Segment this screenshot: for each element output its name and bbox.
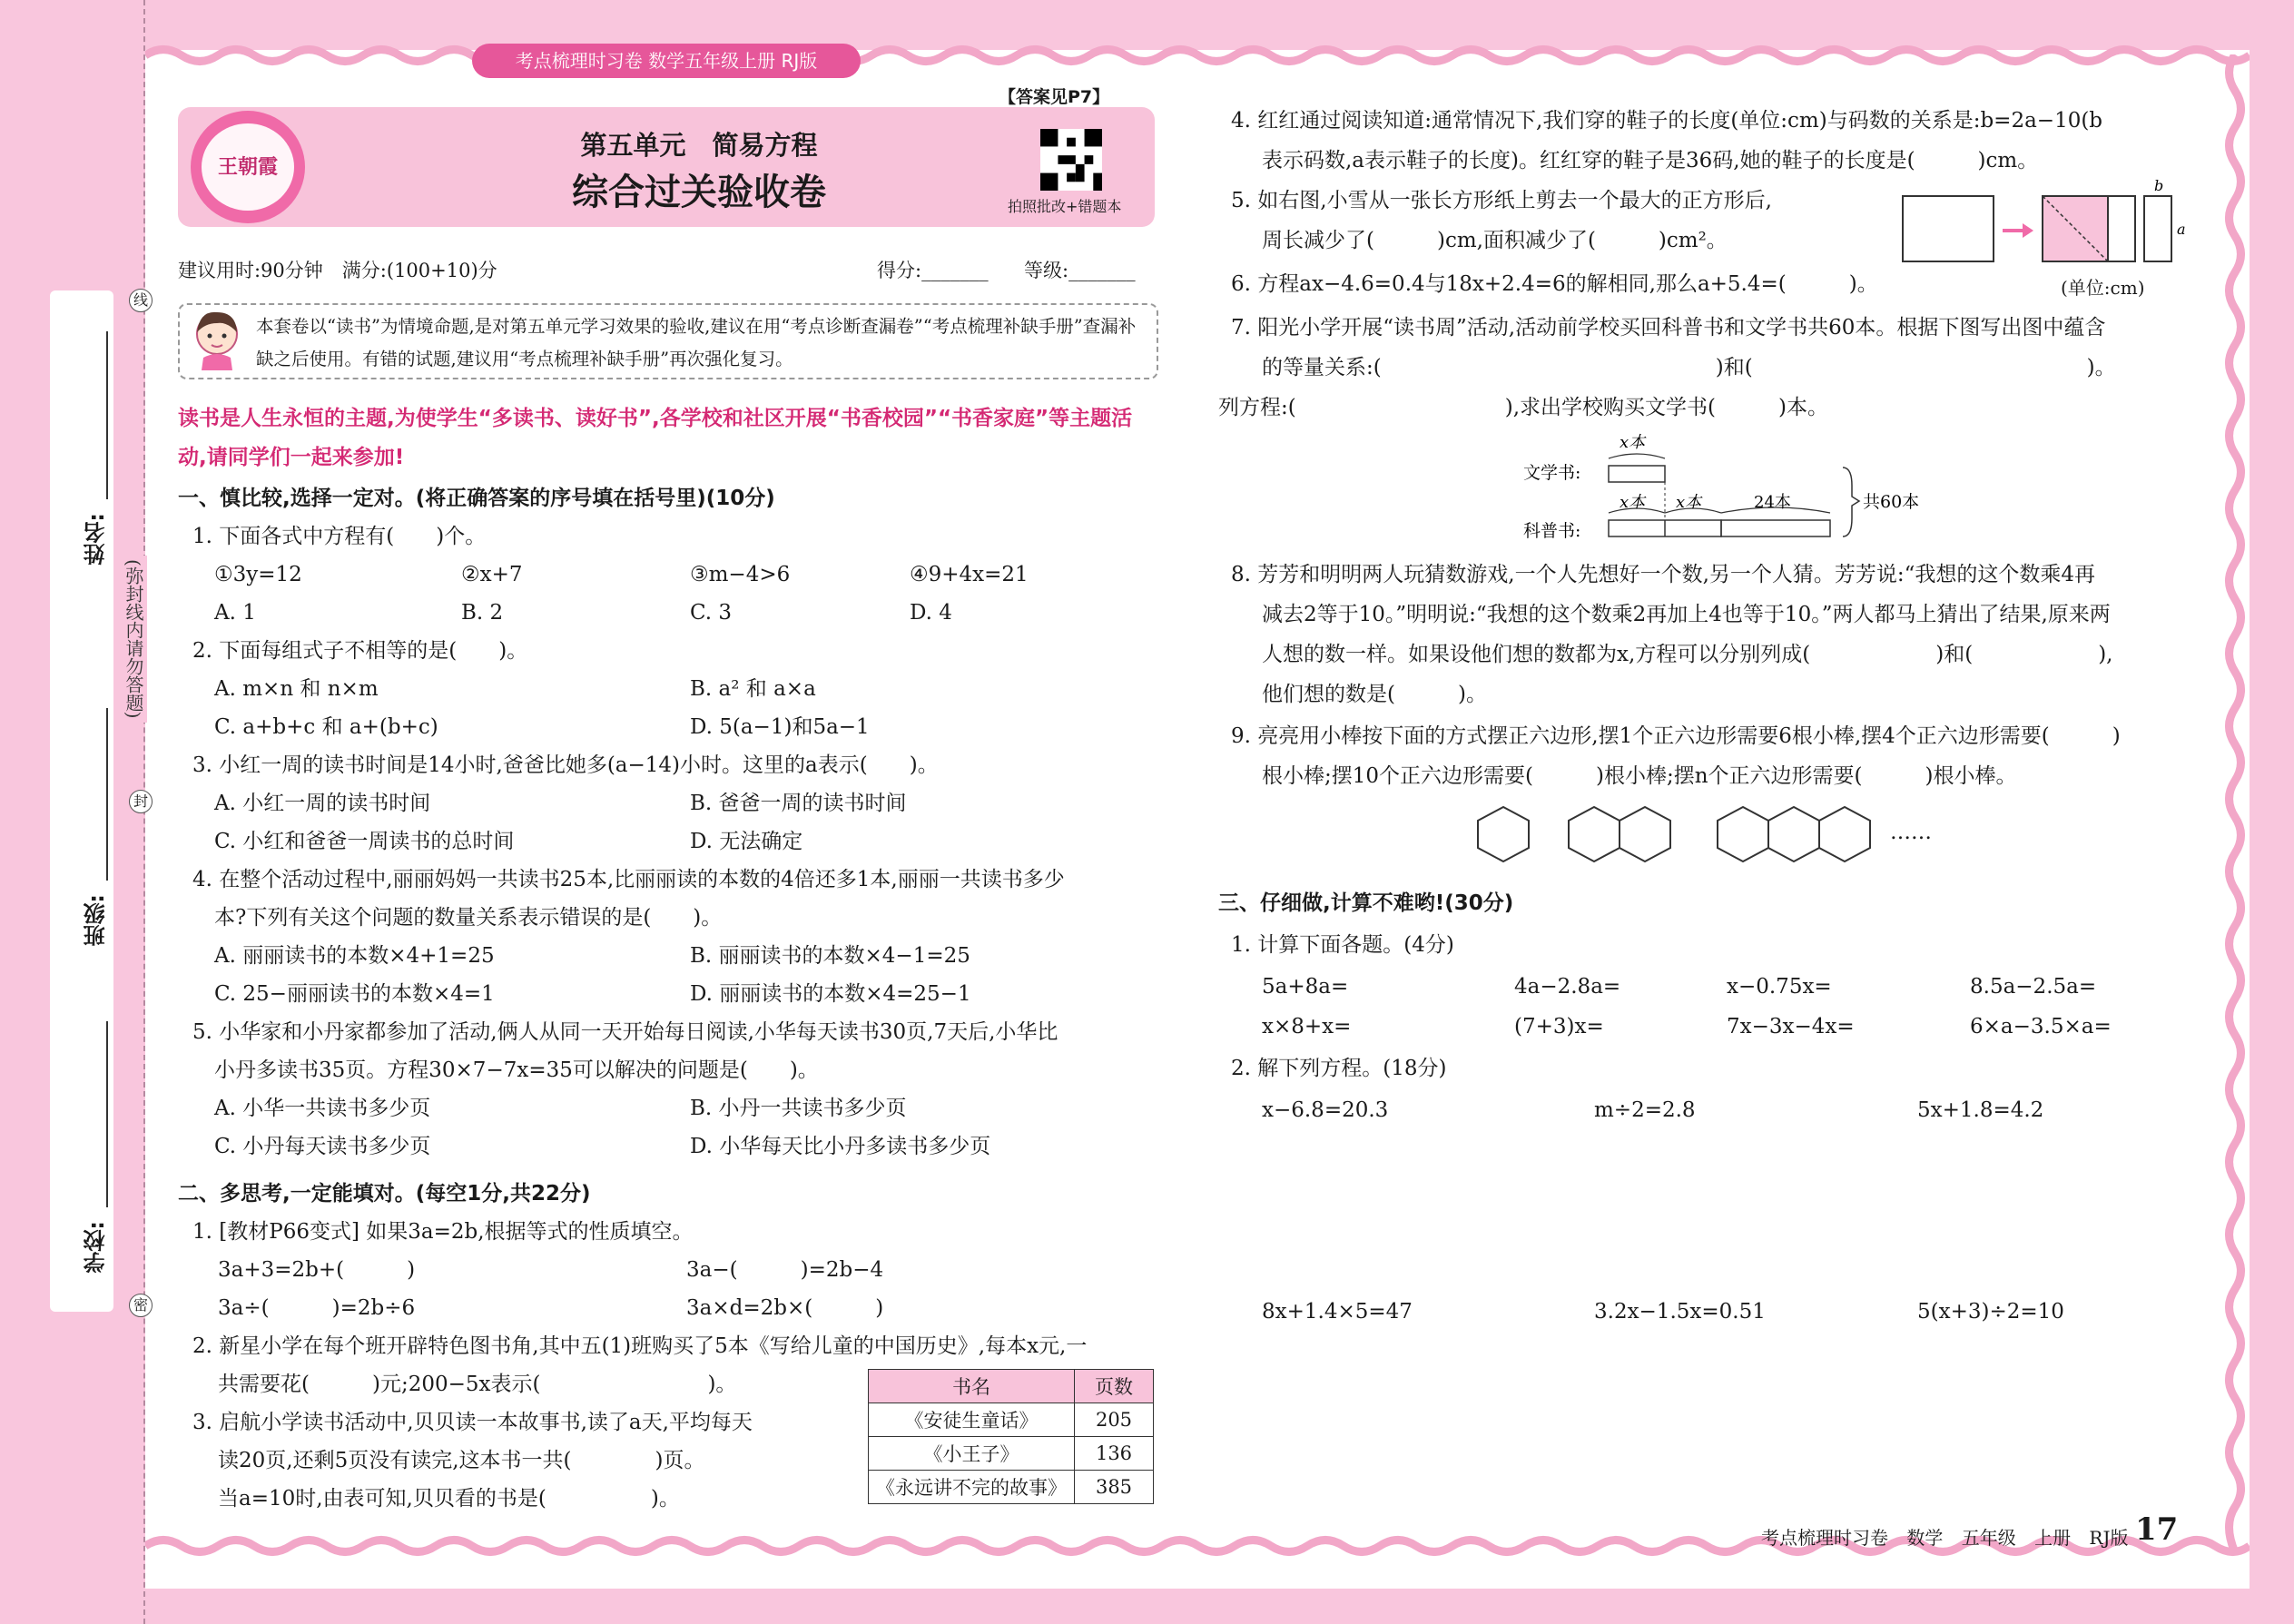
answer-reference: 【答案见P7】: [999, 87, 1110, 107]
book-pages-table: [868, 1369, 1154, 1504]
choice-c[interactable]: C. 25−丽丽读书的本数×4=1: [214, 982, 495, 1006]
choice-d[interactable]: D. 5(a−1)和5a−1: [690, 715, 870, 739]
calc-item[interactable]: x−0.75x=: [1727, 975, 1832, 999]
calc-item[interactable]: 4a−2.8a=: [1514, 975, 1621, 999]
table-header: 页数: [1075, 1370, 1154, 1403]
binding-mark-close: 密: [129, 1294, 153, 1317]
time-score-info: 建议用时:90分钟 满分:(100+10)分: [178, 260, 497, 281]
question-1-4-cont: 本?下列有关这个问题的数量关系表示错误的是( )。: [214, 906, 723, 930]
fill-blank[interactable]: 3a×d=2b×( ): [686, 1296, 884, 1320]
unit-title: 第五单元 简易方程: [580, 130, 818, 161]
grade-field[interactable]: 等级:_______: [1024, 260, 1136, 281]
question-2-1: 1. [教材P66变式] 如果3a=2b,根据等式的性质填空。: [192, 1220, 694, 1244]
book-title: 《安徒生童话》: [869, 1403, 1075, 1437]
question-2-7-cont2[interactable]: 列方程:( ),求出学校购买文学书( )本。: [1218, 396, 1828, 419]
choice-a[interactable]: A. 1: [214, 601, 256, 625]
question-2-2: 2. 新星小学在每个班开辟特色图书角,其中五(1)班购买了5本《写给儿童的中国历史》,每本x元,一: [192, 1334, 1088, 1358]
question-2-3: 3. 启航小学读书活动中,贝贝读一本故事书,读了a天,平均每天: [192, 1411, 753, 1434]
choice-c[interactable]: C. 3: [690, 601, 733, 625]
option: ②x+7: [461, 563, 523, 586]
label-a: a: [2177, 221, 2186, 238]
table-row: [869, 1437, 1154, 1471]
choice-c[interactable]: C. 小丹每天读书多少页: [214, 1135, 431, 1158]
calc-item[interactable]: x×8+x=: [1262, 1015, 1352, 1038]
class-label: 班级:: [84, 894, 109, 947]
name-field[interactable]: [106, 331, 108, 499]
binding-mark-line: 线: [129, 289, 153, 312]
question-2-3-cont2[interactable]: 当a=10时,由表可知,贝贝看的书是( )。: [218, 1487, 680, 1511]
footer-text: 考点梳理时习卷 数学 五年级 上册 RJ版: [1761, 1527, 2129, 1549]
choice-b[interactable]: B. 爸爸一周的读书时间: [690, 792, 907, 815]
table-row: [869, 1471, 1154, 1504]
question-1-3: 3. 小红一周的读书时间是14小时,爸爸比她多(a−14)小时。这里的a表示( )。: [192, 753, 939, 777]
question-1-2: 2. 下面每组式子不相等的是( )。: [192, 639, 528, 663]
hexagon-sequence-figure: [1471, 804, 1897, 864]
choice-a[interactable]: A. 小华一共读书多少页: [214, 1097, 431, 1120]
choice-d[interactable]: D. 小华每天比小丹多读书多少页: [690, 1135, 991, 1158]
book-pages: 205: [1075, 1403, 1154, 1437]
page-number: 17: [2135, 1511, 2179, 1548]
equation-item[interactable]: 3.2x−1.5x=0.51: [1594, 1300, 1766, 1324]
choice-d[interactable]: D. 4: [910, 601, 952, 625]
x-label: x本: [1620, 493, 1646, 512]
fill-blank[interactable]: 3a−( )=2b−4: [686, 1258, 884, 1282]
option: ④9+4x=21: [910, 563, 1029, 586]
question-2-9[interactable]: 9. 亮亮用小棒按下面的方式摆正六边形,摆1个正六边形需要6根小棒,摆4个正六边形需要( ): [1231, 724, 2121, 748]
wenxue-label: 文学书:: [1523, 463, 1581, 483]
choice-b[interactable]: B. 小丹一共读书多少页: [690, 1097, 907, 1120]
book-pages: 385: [1075, 1471, 1154, 1504]
class-field[interactable]: [106, 708, 108, 881]
table-header: 书名: [869, 1370, 1075, 1403]
choice-d[interactable]: D. 丽丽读书的本数×4=25−1: [690, 982, 971, 1006]
book-pages: 136: [1075, 1437, 1154, 1471]
binding-strip: [50, 290, 113, 1312]
rectangle-cut-figure: [1897, 178, 2197, 278]
calc-item[interactable]: 7x−3x−4x=: [1727, 1015, 1855, 1038]
school-label: 学校:: [84, 1221, 109, 1274]
equation-item[interactable]: m÷2=2.8: [1594, 1098, 1696, 1122]
x-label: x本: [1676, 493, 1702, 512]
table-row: [869, 1403, 1154, 1437]
series-tab: 考点梳理时习卷 数学五年级上册 RJ版: [472, 44, 861, 78]
question-1-5: 5. 小华家和小丹家都参加了活动,俩人从同一天开始每日阅读,小华每天读书30页,7天后,小华比: [192, 1020, 1058, 1044]
question-1-5-cont: 小丹多读书35页。方程30×7−7x=35可以解决的问题是( )。: [214, 1058, 819, 1082]
qr-caption: 拍照批改+错题本: [1008, 198, 1122, 215]
question-2-9-cont[interactable]: 根小棒;摆10个正六边形需要( )根小棒;摆n个正六边形需要( )根小棒。: [1262, 764, 2017, 788]
right-wave-border: [2220, 54, 2250, 1552]
question-2-8-cont2[interactable]: 人想的数一样。如果设他们想的数都为x,方程可以分别列成( )和( ),: [1262, 643, 2113, 666]
book-count-diagram: [1507, 431, 1934, 549]
choice-a[interactable]: A. m×n 和 n×m: [214, 677, 379, 701]
binding-warning: (弥封线内请勿答题): [121, 556, 147, 723]
question-2-5: 5. 如右图,小雪从一张长方形纸上剪去一个最大的正方形后,: [1231, 189, 1772, 212]
question-1-1: 1. 下面各式中方程有( )个。: [192, 525, 487, 548]
total-label: 共60本: [1863, 492, 1920, 512]
question-1-4: 4. 在整个活动过程中,丽丽妈妈一共读书25本,比丽丽读的本数的4倍还多1本,丽丽一共读书多少: [192, 868, 1065, 891]
question-3-2: 2. 解下列方程。(18分): [1231, 1057, 1447, 1080]
question-2-2-cont[interactable]: 共需要花( )元;200−5x表示( )。: [218, 1373, 737, 1396]
page-title: 综合过关验收卷: [572, 172, 826, 213]
section-3-heading: 三、仔细做,计算不难哟!(30分): [1218, 891, 1514, 915]
question-2-7-cont[interactable]: 的等量关系:( )和( )。: [1262, 356, 2116, 379]
question-2-7: 7. 阳光小学开展“读书周”活动,活动前学校买回科普书和文学书共60本。根据下图写出图中蕴含: [1231, 316, 2106, 340]
book-title: 《永远讲不完的故事》: [869, 1471, 1075, 1504]
usage-note: 本套卷以“读书”为情境命题,是对第五单元学习效果的验收,建议在用“考点诊断查漏卷”“考点梳理补缺手册”查漏补缺之后使用。有错的试题,建议用“考点梳理补缺手册”再次强化复习。: [256, 316, 1137, 369]
fill-blank[interactable]: 3a÷( )=2b÷6: [218, 1296, 416, 1320]
school-field[interactable]: [106, 1021, 108, 1207]
girl-avatar-icon: [187, 307, 247, 370]
unit-note: (单位:cm): [2061, 277, 2145, 299]
calc-item[interactable]: 6×a−3.5×a=: [1970, 1015, 2112, 1038]
option: ①3y=12: [214, 563, 302, 586]
question-3-1: 1. 计算下面各题。(4分): [1231, 933, 1454, 957]
ellipsis: ……: [1890, 821, 1932, 844]
option: ③m−4>6: [690, 563, 791, 586]
kepu-label: 科普书:: [1523, 521, 1581, 541]
label-b: b: [2154, 178, 2164, 194]
question-2-8-cont3[interactable]: 他们想的数是( )。: [1262, 683, 1487, 706]
choice-b[interactable]: B. a² 和 a×a: [690, 677, 816, 701]
question-2-4-cont[interactable]: 表示码数,a表示鞋子的长度)。红红穿的鞋子是36码,她的鞋子的长度是( )cm。: [1262, 149, 2039, 172]
question-2-6[interactable]: 6. 方程ax−4.6=0.4与18x+2.4=6的解相同,那么a+5.4=( )。: [1231, 272, 1878, 296]
score-field[interactable]: 得分:_______: [877, 260, 989, 281]
question-2-8: 8. 芳芳和明明两人玩猜数游戏,一个人先想好一个数,另一个人猜。芳芳说:“我想的这个数乘4再: [1231, 563, 2096, 586]
equation-item[interactable]: 5x+1.8=4.2: [1917, 1098, 2044, 1122]
x-label: x本: [1620, 433, 1646, 452]
question-2-4: 4. 红红通过阅读知道:通常情况下,我们穿的鞋子的长度(单位:cm)与码数的关系是:b=2a−10(b: [1231, 109, 2103, 133]
section-2-heading: 二、多思考,一定能填对。(每空1分,共22分): [178, 1182, 591, 1206]
equation-item[interactable]: 8x+1.4×5=47: [1262, 1300, 1413, 1324]
name-label: 姓名:: [84, 513, 109, 566]
fill-blank[interactable]: 3a+3=2b+( ): [218, 1258, 416, 1282]
top-wave-border: [145, 44, 2250, 67]
section-1-heading: 一、慎比较,选择一定对。(将正确答案的序号填在括号里)(10分): [178, 487, 775, 510]
choice-c[interactable]: C. a+b+c 和 a+(b+c): [214, 715, 438, 739]
choice-b[interactable]: B. 2: [461, 601, 504, 625]
question-2-3-cont[interactable]: 读20页,还剩5页没有读完,这本书一共( )页。: [218, 1449, 705, 1472]
calc-item[interactable]: (7+3)x=: [1514, 1015, 1604, 1038]
choice-d[interactable]: D. 无法确定: [690, 830, 803, 853]
question-2-5-cont[interactable]: 周长减少了( )cm,面积减少了( )cm²。: [1262, 229, 1728, 252]
question-2-8-cont: 减去2等于10。”明明说:“我想的这个数乘2再加上4也等于10。”两人都马上猜出了结果,原来两: [1262, 603, 2111, 626]
calc-item[interactable]: 8.5a−2.5a=: [1970, 975, 2097, 999]
choice-a[interactable]: A. 小红一周的读书时间: [214, 792, 431, 815]
theme-intro: 读书是人生永恒的主题,为使学生“多读书、读好书”,各学校和社区开展“书香校园”“书香家庭”等主题活动,请同学们一起来参加!: [178, 407, 1133, 469]
choice-c[interactable]: C. 小红和爸爸一周读书的总时间: [214, 830, 515, 853]
choice-b[interactable]: B. 丽丽读书的本数×4−1=25: [690, 944, 970, 968]
calc-item[interactable]: 5a+8a=: [1262, 975, 1349, 999]
choice-a[interactable]: A. 丽丽读书的本数×4+1=25: [214, 944, 495, 968]
qr-code-icon[interactable]: [1040, 129, 1102, 191]
equation-item[interactable]: x−6.8=20.3: [1262, 1098, 1389, 1122]
book-title: 《小王子》: [869, 1437, 1075, 1471]
binding-mark-seal: 封: [129, 790, 153, 813]
equation-item[interactable]: 5(x+3)÷2=10: [1917, 1300, 2064, 1324]
brand-logo-text: 王朝霞: [202, 123, 294, 211]
n24-label: 24本: [1754, 493, 1791, 512]
